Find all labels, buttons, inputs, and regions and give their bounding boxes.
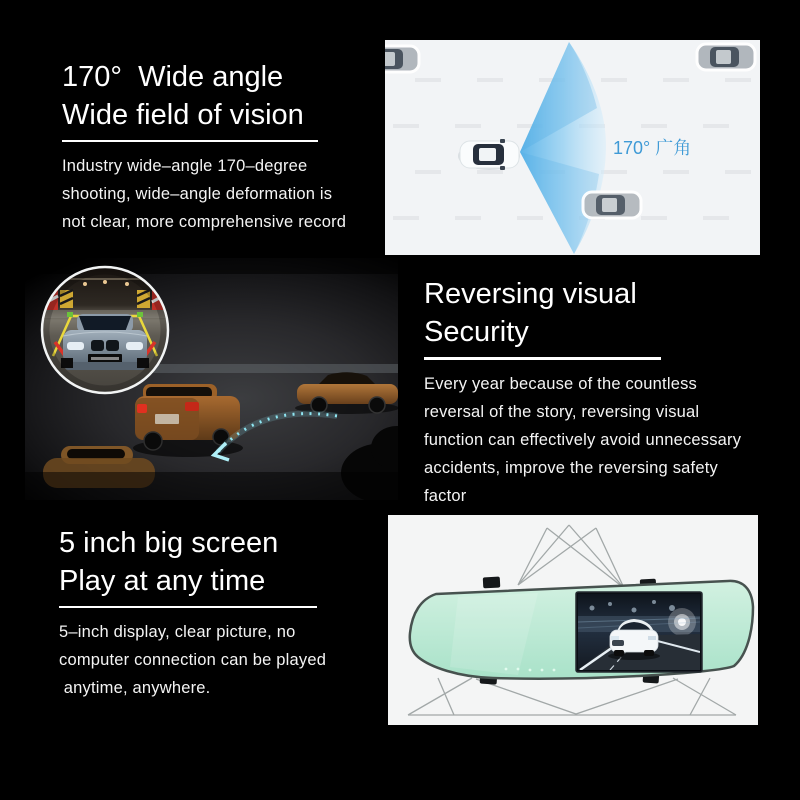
suv-right (295, 372, 398, 414)
gray-car-top-left (385, 46, 419, 72)
reversing-body-line-1: Every year because of the countless (424, 375, 697, 393)
wide-angle-body-line-1: Industry wide–angle 170–degree (62, 157, 308, 175)
wide-angle-divider (62, 140, 318, 142)
wide-angle-illustration-panel (385, 40, 760, 255)
reversing-heading-line2: Security (424, 316, 529, 348)
bottom-fade (25, 472, 398, 500)
angle-label: 170° 广角 (613, 138, 692, 158)
reversing-body-line-3: function can effectively avoid unnecessary (424, 431, 742, 449)
big-screen-heading-line1: 5 inch big screen (59, 527, 279, 559)
wide-angle-heading-line2: Wide field of vision (62, 99, 304, 131)
backup-camera-inset (42, 267, 168, 393)
mirror-device-panel (388, 515, 758, 725)
wide-angle-text-block (62, 58, 346, 236)
big-screen-text-block (59, 524, 326, 702)
reversing-scene (25, 258, 398, 500)
wide-angle-heading-line1: 170° Wide angle (62, 61, 284, 93)
wireframe-top (518, 525, 624, 588)
big-screen-body-line-3: anytime, anywhere. (59, 679, 211, 697)
reversing-body-line-5: factor (424, 487, 467, 505)
main-car-top-view (458, 139, 520, 170)
reversing-scene-art (25, 258, 398, 500)
reversing-body-line-2: reversal of the story, reversing visual (424, 403, 700, 421)
wide-angle-body-line-3: not clear, more comprehensive record (62, 213, 347, 231)
big-screen-divider (59, 606, 317, 608)
reversing-body-line-4: accidents, improve the reversing safety (424, 459, 718, 477)
big-screen-body-line-1: 5–inch display, clear picture, no (59, 623, 296, 641)
big-screen-body-line-2: computer connection can be played (59, 651, 327, 669)
gray-car-top-right (697, 44, 755, 70)
gray-car-bottom (583, 192, 641, 218)
reversing-heading-line1: Reversing visual (424, 278, 637, 310)
mirror-device-art (388, 515, 758, 725)
big-screen-heading-line2: Play at any time (59, 565, 266, 597)
wide-angle-diagram (385, 40, 760, 255)
wireframe-bottom (408, 678, 736, 715)
wide-angle-cone (520, 42, 606, 254)
background-curb (145, 364, 398, 373)
wide-angle-body-line-2: shooting, wide–angle deformation is (62, 185, 333, 203)
reversing-divider (424, 357, 661, 360)
mirror-display-screen (576, 592, 702, 672)
reversing-text-block (424, 275, 741, 510)
